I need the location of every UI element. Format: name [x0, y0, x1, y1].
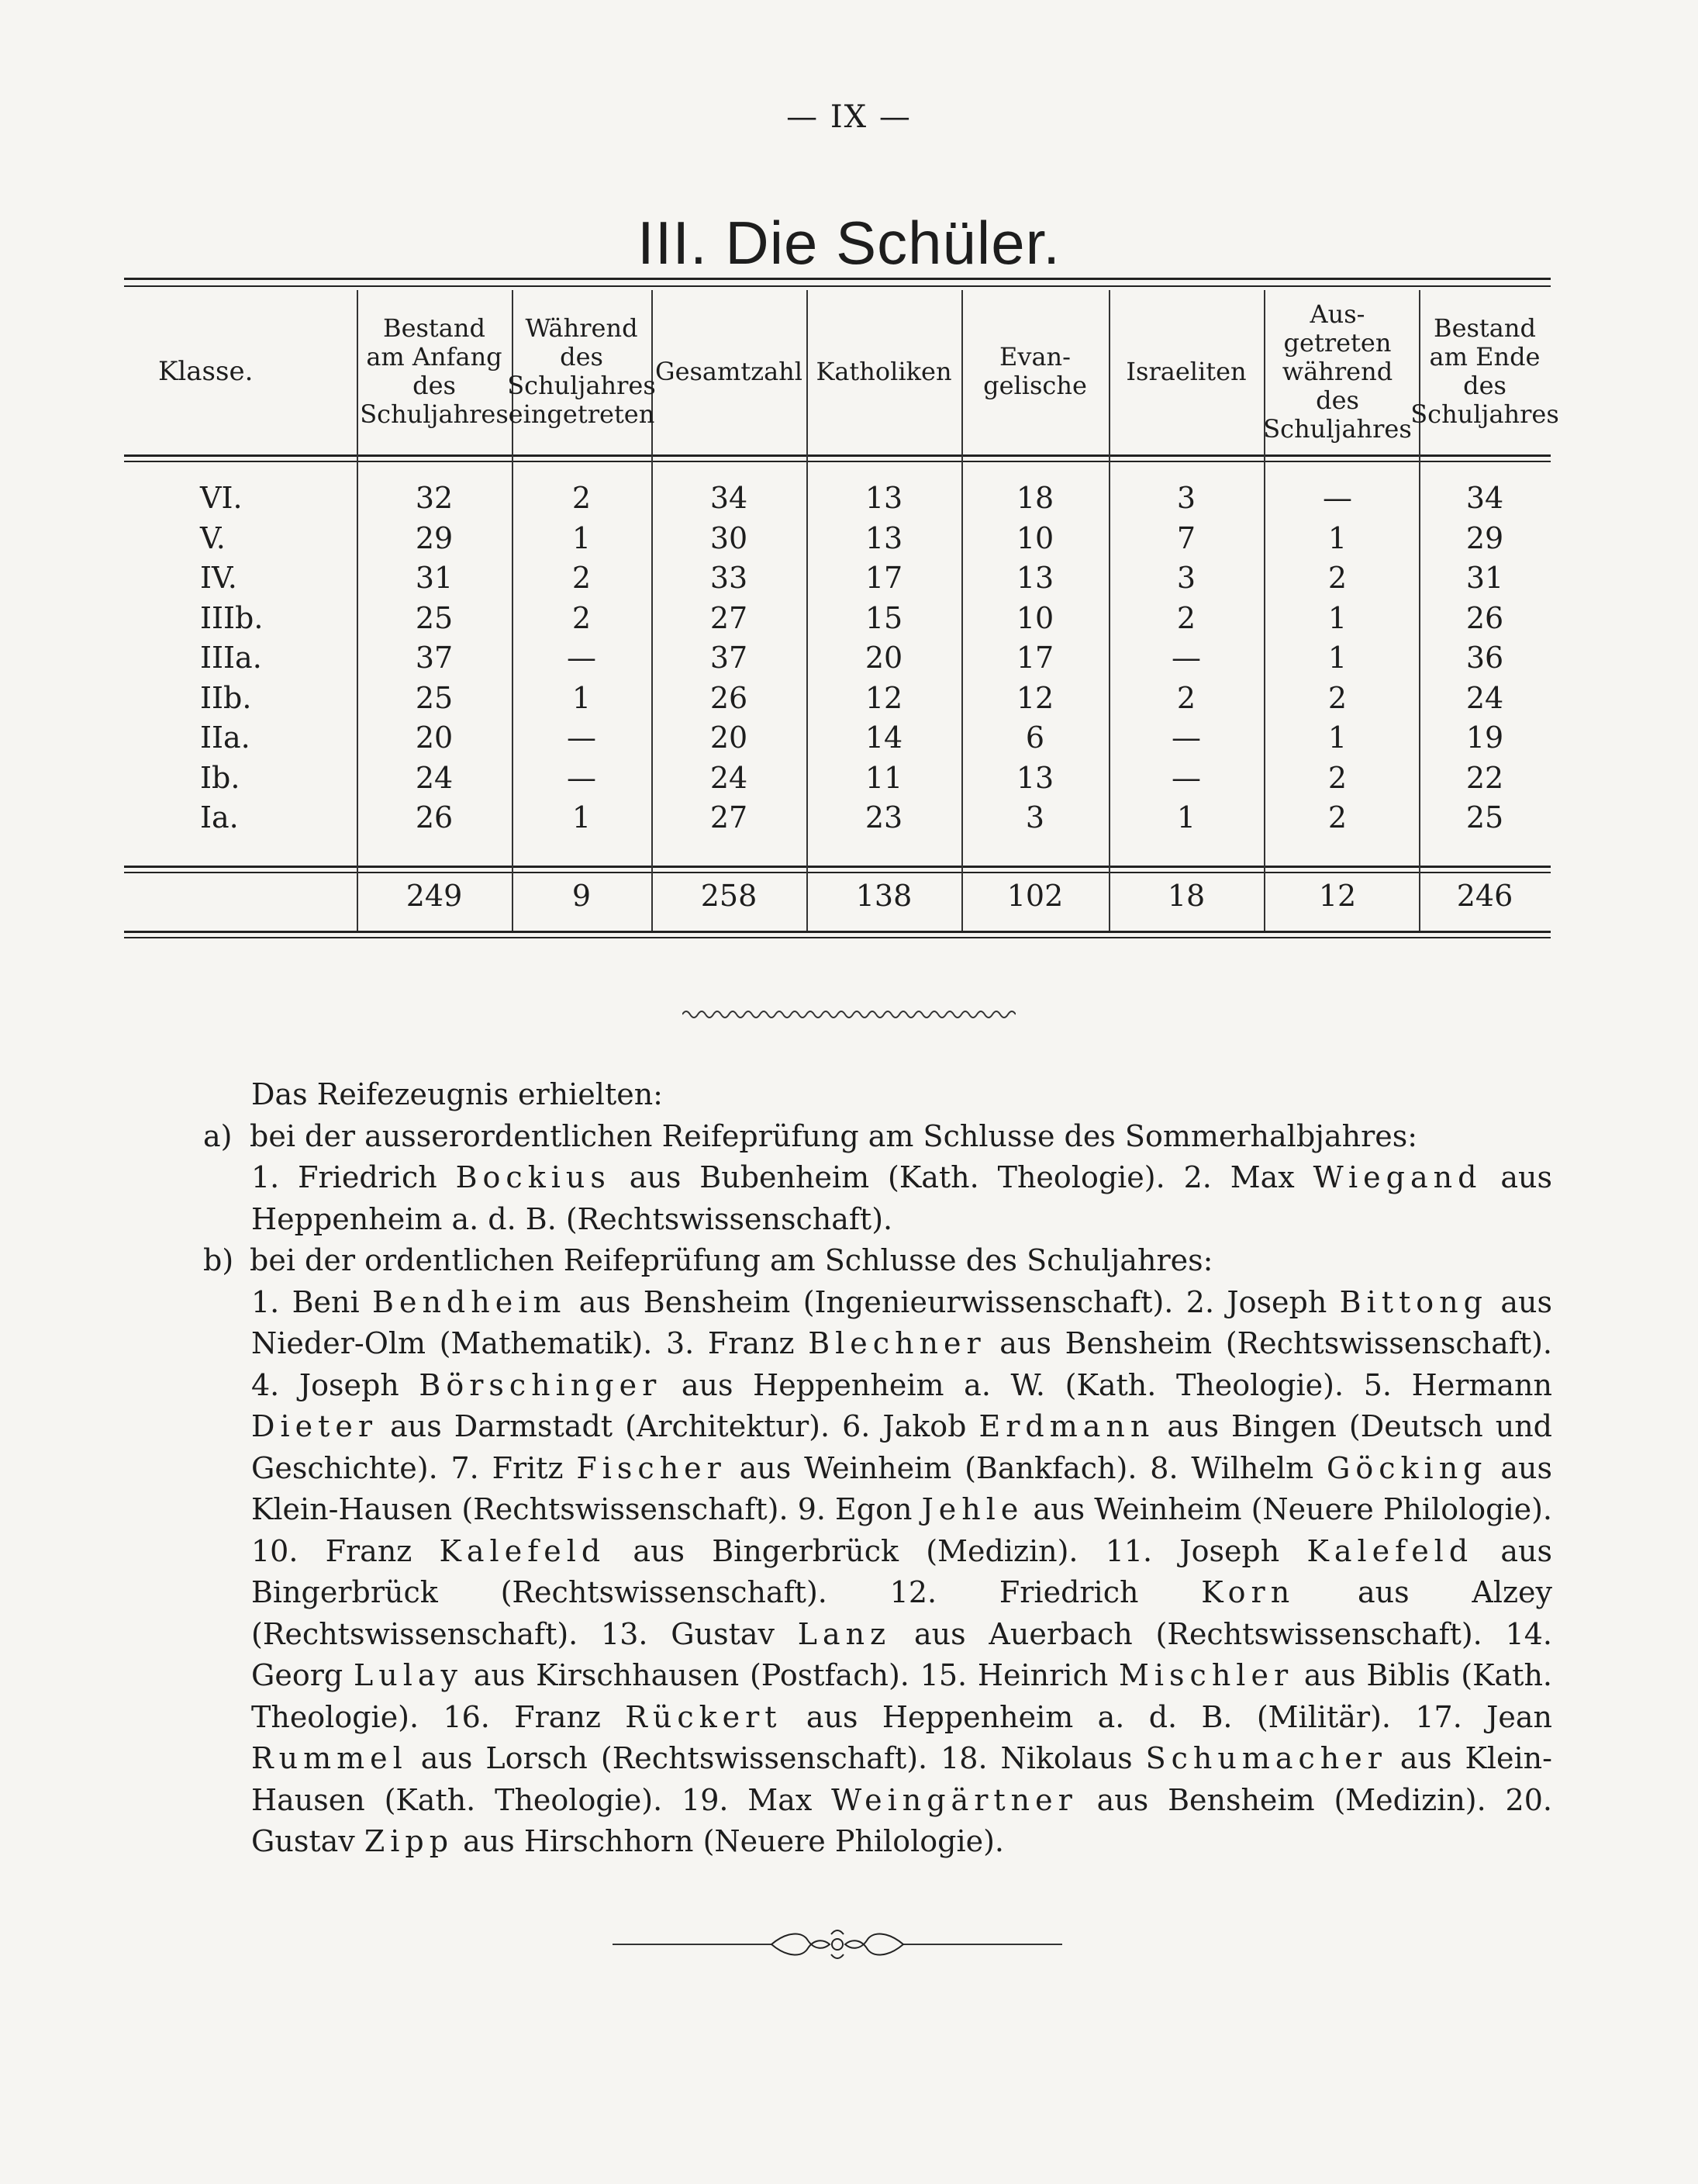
- column-header-line: des: [560, 342, 603, 371]
- graduate-surname: Dieter: [251, 1409, 378, 1443]
- table-cell: 2: [1176, 680, 1196, 715]
- graduate-text: 9. Egon: [797, 1492, 922, 1526]
- table-cell: 25: [1465, 800, 1504, 835]
- class-label-cell: Ib.: [200, 760, 240, 795]
- graduate-text: aus Bingen (Deutsch und Geschichte).: [251, 1409, 1552, 1485]
- column-header-line: Schuljahres: [507, 371, 656, 400]
- table-cell: 34: [1465, 481, 1504, 515]
- graduate-text: 20. Gustav: [251, 1782, 1552, 1858]
- ornament-divider: [605, 1923, 1070, 1965]
- graduate-text: 11. Joseph: [1105, 1533, 1307, 1568]
- table-cell: 1: [571, 680, 592, 715]
- table-cell: 13: [1016, 561, 1054, 595]
- graduate-surname: Mischler: [1118, 1658, 1294, 1692]
- total-cell: 9: [571, 879, 592, 913]
- column-header-line: Schuljahres: [1263, 413, 1412, 444]
- table-cell: 37: [709, 641, 748, 675]
- table-cell: 12: [865, 680, 903, 715]
- graduate-text: 14. Georg: [251, 1616, 1552, 1692]
- graduate-text: 2. Max: [1183, 1160, 1313, 1194]
- table-cell: 3: [1176, 561, 1196, 595]
- table-cell: 17: [1016, 641, 1054, 675]
- graduate-text: aus Bensheim (Rechtswissenschaft).: [985, 1326, 1552, 1360]
- total-cell: 258: [700, 879, 758, 913]
- table-cell: 2: [571, 561, 592, 595]
- graduate-text: aus Bubenheim (Kath. Theologie).: [610, 1160, 1184, 1194]
- column-header-line: gelische: [983, 371, 1087, 400]
- column-header-line: eingetreten: [508, 399, 655, 429]
- table-cell: 2: [571, 600, 592, 635]
- graduate-text: aus Bingerbrück (Rechtswissenschaft).: [251, 1533, 1552, 1609]
- total-cell: 249: [406, 879, 463, 913]
- table-cell: 15: [865, 600, 903, 635]
- column-header: [1109, 289, 1264, 454]
- table-cell: 1: [1327, 600, 1348, 635]
- class-label-cell: V.: [200, 520, 226, 555]
- graduate-entry: [798, 1492, 1552, 1526]
- graduate-entry: [251, 1368, 1364, 1402]
- table-cell: —: [1172, 641, 1201, 675]
- class-label-cell: VI.: [200, 481, 243, 515]
- graduate-text: 12. Friedrich: [889, 1575, 1202, 1609]
- graduate-text: 13. Gustav: [601, 1616, 798, 1651]
- graduate-entry: [451, 1451, 1151, 1485]
- column-header-line: des: [1463, 371, 1506, 400]
- table-cell: 18: [1016, 481, 1054, 515]
- graduate-text: aus Auerbach (Rechtswissenschaft).: [891, 1616, 1506, 1651]
- table-cell: 31: [415, 561, 454, 595]
- graduate-text: 4. Joseph: [251, 1367, 419, 1402]
- column-header-line: Gesamtzahl: [655, 356, 802, 386]
- graduate-text: 6. Jakob: [842, 1409, 979, 1443]
- total-cell: 18: [1167, 879, 1206, 913]
- table-cell: 10: [1016, 600, 1054, 635]
- table-cell: 13: [865, 520, 903, 555]
- section-a-heading: [203, 1116, 1552, 1158]
- graduate-surname: Zipp: [364, 1824, 454, 1858]
- table-cell: 32: [415, 481, 454, 515]
- graduate-text: aus Bensheim (Ingenieurwissenschaft).: [566, 1284, 1186, 1319]
- table-cell: 26: [709, 680, 748, 715]
- graduate-surname: Bendheim: [372, 1284, 567, 1319]
- body-text: [203, 1074, 1552, 1863]
- column-header: [124, 289, 391, 454]
- graduate-surname: Bockius: [455, 1160, 611, 1194]
- graduate-entry: [601, 1617, 1506, 1651]
- column-header: [806, 289, 961, 454]
- graduate-text: aus Bensheim (Medizin).: [1077, 1782, 1506, 1817]
- graduate-surname: Lanz: [797, 1616, 892, 1651]
- table-cell: 24: [709, 760, 748, 795]
- table-cell: 31: [1465, 561, 1504, 595]
- column-header-line: Katholiken: [816, 356, 952, 386]
- graduate-text: aus Heppenheim a. d. B. (Militär).: [782, 1699, 1416, 1734]
- total-cell: 102: [1006, 879, 1064, 913]
- table-cell: —: [567, 641, 596, 675]
- graduate-surname: Blechner: [808, 1326, 986, 1360]
- table-cell: —: [1323, 481, 1352, 515]
- column-header-line: Evan-: [999, 342, 1071, 371]
- graduate-surname: Erdmann: [978, 1409, 1155, 1443]
- graduate-text: 8. Wilhelm: [1150, 1450, 1327, 1485]
- table-cell: 27: [709, 800, 748, 835]
- graduate-text: aus Weinheim (Neuere Philologie).: [1023, 1492, 1552, 1526]
- graduate-surname: Börschinger: [419, 1367, 662, 1402]
- table-cell: 26: [1465, 600, 1504, 635]
- table-cell: 20: [415, 721, 454, 755]
- table-cell: 2: [1327, 561, 1348, 595]
- graduate-text: 2. Joseph: [1185, 1284, 1340, 1319]
- graduate-surname: Kalefeld: [439, 1533, 606, 1568]
- table-cell: 2: [1327, 760, 1348, 795]
- graduate-text: 15. Heinrich: [920, 1658, 1119, 1692]
- page-number: — IX —: [786, 99, 912, 135]
- class-label-cell: IV.: [200, 561, 237, 595]
- table-cell: 23: [865, 800, 903, 835]
- graduate-surname: Bittong: [1339, 1284, 1488, 1319]
- table-cell: 13: [1016, 760, 1054, 795]
- table-cell: 25: [415, 600, 454, 635]
- column-header: [1264, 289, 1411, 454]
- graduate-text: 19. Max: [682, 1782, 832, 1817]
- graduate-text: 5. Hermann: [1363, 1367, 1552, 1402]
- wave-divider: [682, 1005, 1016, 1024]
- table-cell: 17: [865, 561, 903, 595]
- graduate-text: 1. Friedrich: [251, 1160, 456, 1194]
- total-cell: 12: [1318, 879, 1357, 913]
- column-header-line: Israeliten: [1126, 356, 1247, 386]
- table-cell: 22: [1465, 760, 1504, 795]
- column-header-line: getreten: [1283, 327, 1392, 358]
- graduate-surname: Fischer: [576, 1450, 726, 1485]
- table-cell: 19: [1465, 721, 1504, 755]
- table-cell: 2: [1327, 800, 1348, 835]
- graduate-entry: [666, 1326, 1552, 1360]
- class-label-cell: IIb.: [200, 680, 252, 715]
- table-header-rule: [124, 454, 1551, 462]
- graduate-surname: Rummel: [251, 1741, 408, 1775]
- graduate-surname: Göcking: [1327, 1450, 1488, 1485]
- graduate-text: 10. Franz: [251, 1533, 440, 1568]
- table-cell: 29: [1465, 520, 1504, 555]
- graduate-text: aus Klein-Hausen (Rechtswissenschaft).: [251, 1450, 1552, 1526]
- column-header-line: Aus-: [1310, 299, 1365, 329]
- section-b-label: b): [203, 1243, 234, 1277]
- intro-line: Das Reifezeugnis erhielten:: [251, 1077, 663, 1111]
- total-cell: 246: [1456, 879, 1513, 913]
- table-cell: —: [1172, 760, 1201, 795]
- section-a-text: bei der ausserordentlichen Reifeprüfung am Schlusse des Sommerhalbjahres:: [250, 1118, 1418, 1153]
- table-top-rule: [124, 278, 1551, 287]
- table-cell: 10: [1016, 520, 1054, 555]
- table-cell: 2: [1176, 600, 1196, 635]
- table-cell: 27: [709, 600, 748, 635]
- graduate-text: 1. Beni: [251, 1284, 373, 1319]
- table-cell: 29: [415, 520, 454, 555]
- graduate-text: aus Klein-Hausen (Kath. Theologie).: [251, 1741, 1552, 1817]
- table-cell: 30: [709, 520, 748, 555]
- table-cell: 14: [865, 721, 903, 755]
- table-cell: 3: [1025, 800, 1045, 835]
- table-cell: 1: [1327, 721, 1348, 755]
- graduate-text: aus Hirschhorn (Neuere Philologie).: [454, 1824, 1004, 1858]
- class-label-cell: IIIa.: [200, 641, 262, 675]
- graduate-entry: [251, 1160, 1184, 1194]
- table-cell: 37: [415, 641, 454, 675]
- table-cell: 12: [1016, 680, 1054, 715]
- table-cell: 13: [865, 481, 903, 515]
- class-label-cell: Ia.: [200, 800, 239, 835]
- column-header-line: am Anfang: [366, 342, 502, 371]
- column-header-line: Während: [525, 313, 638, 343]
- column-header-line: des: [412, 371, 456, 400]
- class-label-cell: IIa.: [200, 721, 250, 755]
- graduate-text: aus Weinheim (Bankfach).: [726, 1450, 1151, 1485]
- table-sum-rule: [124, 866, 1551, 873]
- column-header-line: Schuljahres: [1410, 399, 1559, 429]
- graduate-text: aus Kirschhausen (Postfach).: [462, 1658, 920, 1692]
- column-header: [507, 289, 656, 454]
- graduate-text: 16. Franz: [443, 1699, 626, 1734]
- graduate-text: aus Nieder-Olm (Mathematik).: [251, 1284, 1552, 1360]
- section-a-label: a): [203, 1118, 233, 1153]
- graduate-entry: [251, 1534, 1106, 1568]
- graduate-entry: [443, 1700, 1415, 1734]
- table-cell: 1: [571, 800, 592, 835]
- graduate-surname: Lulay: [354, 1658, 463, 1692]
- graduate-text: 17. Jean: [1415, 1699, 1552, 1734]
- graduate-text: 3. Franz: [666, 1326, 809, 1360]
- graduate-text: aus Biblis (Kath. Theologie).: [251, 1658, 1553, 1734]
- graduate-text: 7. Fritz: [450, 1450, 577, 1485]
- graduate-entry: [682, 1783, 1506, 1817]
- table-cell: 36: [1465, 641, 1504, 675]
- graduate-surname: Wiegand: [1313, 1160, 1482, 1194]
- table-cell: 1: [1327, 520, 1348, 555]
- table-cell: 34: [709, 481, 748, 515]
- graduate-text: aus Lorsch (Rechtswissenschaft).: [407, 1741, 941, 1775]
- table-cell: 1: [571, 520, 592, 555]
- table-bottom-rule: [124, 931, 1551, 938]
- table-cell: 24: [415, 760, 454, 795]
- table-cell: —: [1172, 721, 1201, 755]
- graduate-text: aus Bingerbrück (Medizin).: [606, 1533, 1106, 1568]
- column-header-line: Bestand: [1434, 313, 1536, 343]
- table-cell: 2: [571, 481, 592, 515]
- column-header: [961, 289, 1109, 454]
- section-a-list: [203, 1157, 1552, 1240]
- graduate-surname: Schumacher: [1145, 1741, 1387, 1775]
- section-b-list: [203, 1282, 1552, 1863]
- table-cell: 1: [1176, 800, 1196, 835]
- table-cell: 20: [709, 721, 748, 755]
- table-cell: 2: [1327, 680, 1348, 715]
- column-header-line: am Ende: [1429, 342, 1541, 371]
- table-cell: 20: [865, 641, 903, 675]
- table-cell: 24: [1465, 680, 1504, 715]
- graduate-surname: Korn: [1201, 1575, 1296, 1609]
- column-header: [1410, 289, 1559, 454]
- section-b-heading: [203, 1240, 1552, 1282]
- column-header-line: während des: [1282, 356, 1393, 415]
- table-cell: —: [567, 721, 596, 755]
- column-header-line: Bestand: [383, 313, 485, 343]
- table-cell: 26: [415, 800, 454, 835]
- table-cell: 33: [709, 561, 748, 595]
- graduate-surname: Jehle: [921, 1492, 1024, 1526]
- column-header: [651, 289, 806, 454]
- section-b-text: bei der ordentlichen Reifeprüfung am Schlusse des Schuljahres:: [250, 1243, 1213, 1277]
- table-cell: —: [567, 760, 596, 795]
- table-cell: 11: [865, 760, 903, 795]
- graduate-text: aus Heppenheim a. W. (Kath. Theologie).: [661, 1367, 1364, 1402]
- column-header: [357, 289, 512, 454]
- graduate-surname: Kalefeld: [1306, 1533, 1474, 1568]
- class-label-cell: IIIb.: [200, 600, 264, 635]
- graduate-entry: [251, 1285, 1186, 1319]
- table-cell: 3: [1176, 481, 1196, 515]
- table-cell: 7: [1176, 520, 1196, 555]
- graduate-surname: Rückert: [625, 1699, 782, 1734]
- table-cell: 6: [1025, 721, 1045, 755]
- graduate-text: aus Heppenheim a. d. B. (Rechtswissenschaft).: [251, 1160, 1552, 1236]
- column-header-line: Klasse.: [158, 355, 254, 387]
- column-header-line: Schuljahres: [360, 399, 509, 429]
- section-title: III. Die Schüler.: [637, 209, 1061, 277]
- table-cell: 25: [415, 680, 454, 715]
- table-cell: 1: [1327, 641, 1348, 675]
- graduate-text: aus Darmstadt (Architektur).: [378, 1409, 843, 1443]
- total-cell: 138: [855, 879, 913, 913]
- graduate-surname: Weingärtner: [831, 1782, 1078, 1817]
- graduate-text: 18. Nikolaus: [940, 1741, 1146, 1775]
- graduate-text: aus Alzey (Rechtswissenschaft).: [251, 1575, 1552, 1651]
